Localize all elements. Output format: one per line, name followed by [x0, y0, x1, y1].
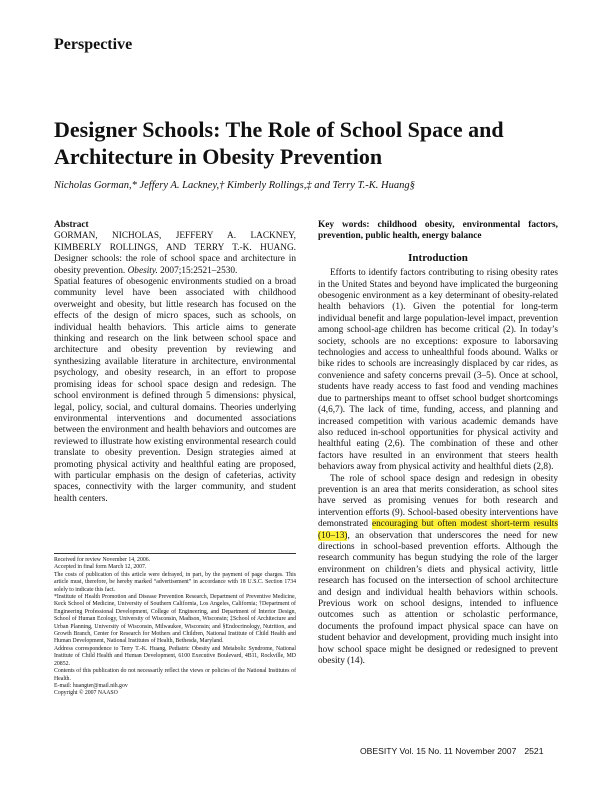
article-notes — [54, 553, 296, 698]
keywords: Key words: childhood obesity, environmental factors, prevention, public health, energy balance — [318, 220, 558, 242]
note-email: E-mail: huangter@mail.nih.gov — [54, 682, 128, 689]
note-disclaimer: Contents of this publication do not necessarily reflect the views or policies of the National Institutes of Health. — [54, 668, 296, 682]
page-footer — [360, 746, 544, 756]
citation-volume: 2007;15:2521–2530. — [157, 265, 238, 276]
page-number: 2521 — [524, 746, 544, 756]
note-received: Received for review November 14, 2006. — [54, 557, 151, 563]
intro-paragraph-2 — [318, 474, 558, 668]
author-list: Nicholas Gorman,* Jeffery A. Lackney,† Kimberly Rollings,‡ and Terry T.-K. Huang§ — [54, 180, 415, 191]
note-accepted: Accepted in final form March 12, 2007. — [54, 564, 147, 571]
note-correspondence: Address correspondence to Terry T.-K. Huang, Pediatric Obesity and Metabolic Syndrome, National Institute of Child Health and Human Development, 6100 Executive Boulevard, 4B11, Rockville, MD 20852. — [54, 645, 296, 667]
abstract-citation — [54, 231, 296, 277]
citation-text: GORMAN, NICHOLAS, JEFFERY A. LACKNEY, KIMBERLY ROLLINGS, AND TERRY T.-K. HUANG. Designer schools: the role of school space and architecture in obesity prevention. — [54, 231, 296, 276]
introduction-heading: Introduction — [408, 251, 468, 264]
intro-p2-start: The role of school space design and redesign in obesity prevention is an area that merits consideration, as school sites have served as promising venues for both research and intervention efforts (9). School-based obesity interventions have demonstrated — [318, 473, 558, 530]
abstract-heading: Abstract — [54, 220, 89, 230]
note-affiliations: *Institute of Health Promotion and Disease Prevention Research, Department of Preventive Medicine, Keck School of Medicine, University of Southern California, Los Angeles, California; †Department of Engineering Professional Development, College of Engineering, and Department of Interior Design, School of Human Ecology, University of Wisconsin, Madison, Wisconsin; ‡School of Architecture and Urban Planning, University of Wisconsin, Milwaukee, Wisconsin; and §Endocrinology, Nutrition, and Growth Branch, Center for Research for Mothers and Children, National Institute of Child Health and Human Development, National Institutes of Health, Bethesda, Maryland. — [54, 594, 296, 645]
journal-info: OBESITY Vol. 15 No. 11 November 2007 — [360, 746, 517, 756]
intro-paragraph-1: Efforts to identify factors contributing to rising obesity rates in the United States and beyond have implicated the burgeoning obesogenic environment as a key determinant of obesity-related health behaviors (1). Given the potential for long-term individual benefit and large population-level impact, prevention among school-age children has become critical (2). In today’s society, schools are no exceptions: exposure to laborsaving technologies and access to unhealthful foods abound. Walks or bike rides to schools are increasingly displaced by car rides, as convenience and safety concerns prevail (3–5). Once at school, students have ready access to fast food and vending machines due to partnerships meant to offset school budget shortcomings (4,6,7). The lack of time, funding, access, and planning and increased competition with various academic demands have also reduced in-school opportunities for physical activity and healthful eating (2,6). The combination of these and other factors have resulted in an environment that steers health behaviors away from physical activity and healthful diets (2,8). — [318, 268, 558, 473]
left-column — [54, 220, 296, 505]
note-costs: The costs of publication of this article were defrayed, in part, by the payment of page charges. This article must, therefore, be hereby marked “advertisement” in accordance with 18 U.S.C. Section 1734 solely to indicate this fact. — [54, 571, 296, 593]
abstract-body: Spatial features of obesogenic environments studied on a broad community level have been associated with childhood overweight and obesity, but little research has focused on the effects of the design of micro spaces, such as schools, on individual health behaviors. This article aims to generate thinking and research on the link between school space and architecture and obesity prevention by reviewing and synthesizing available literature in architecture, environmental psychology, and obesity research, in an effort to propose promising ideas for school space design and redesign. The school environment is defined through 5 dimensions: physical, legal, policy, social, and cultural domains. Theories underlying environmental interventions and documented associations between the environment and health behaviors and outcomes are reviewed to illustrate how existing environmental research could translate to obesity prevention. Design strategies aimed at promoting physical activity and healthful eating are proposed, with particular emphasis on the design of cafeterias, activity spaces, connectivity with the larger community, and student health centers. — [54, 277, 296, 504]
section-label: Perspective — [54, 36, 133, 53]
intro-p2-end: , an observation that underscores the need for new directions in school-based prevention efforts. Although the research community has begun studying the role of the larger environment on children’s diets and physical activity, little research has focused on the intersection of school architecture and design and individual health behaviors within schools. Previous work on school designs, intended to influence outcomes such as attention or scholastic performance, documents the profound impact physical space can have on student behavior and development, providing much insight into how school space might be designed or redesigned to prevent obesity (14). — [318, 530, 558, 667]
highlighted-text: encouraging but often modest short-term results (10–13) — [318, 519, 558, 541]
right-column — [318, 220, 558, 667]
citation-journal: Obesity. — [127, 265, 158, 276]
note-copyright: Copyright © 2007 NAASO — [54, 690, 118, 697]
article-title: Designer Schools: The Role of School Space and Architecture in Obesity Prevention — [54, 117, 504, 169]
